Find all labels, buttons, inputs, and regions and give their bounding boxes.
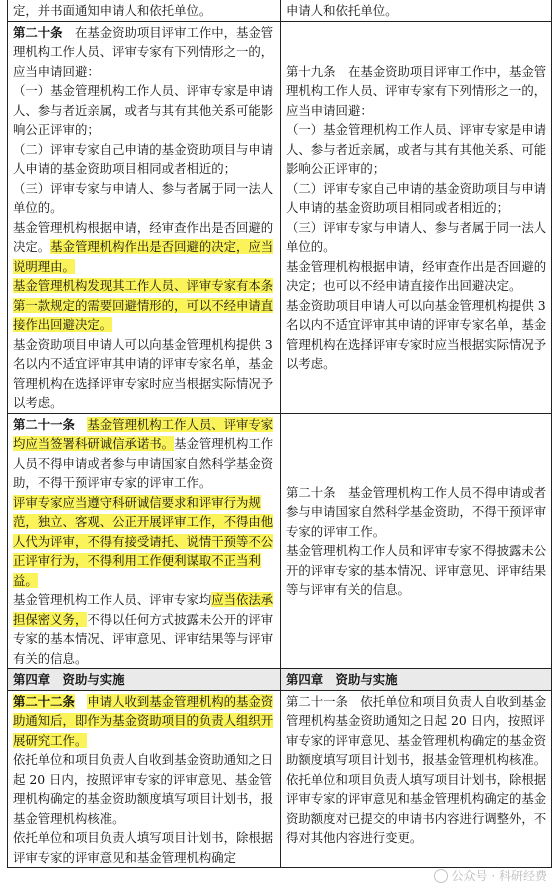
watermark-text: 公众号 · 科研经费 [451, 868, 547, 883]
paragraph [13, 493, 276, 591]
paragraph: （二）评审专家自己申请的基金资助项目与申请人申请的基金资助项目相同或者相近的； [13, 141, 274, 176]
paragraph: （二）评审专家自己申请的基金资助项目与申请人申请的基金资助项目相同或者相近的； [286, 180, 547, 215]
cell-right [281, 21, 552, 413]
paragraph: 第十九条 在基金资助项目评审工作中，基金管理机构工作人员、评审专家有下列情形之一的，应当申请回避： [286, 63, 547, 118]
paragraph: （一）基金管理机构工作人员、评审专家是申请人、参与者近亲属，或者与其有其他关系、可能影响公正评审的； [286, 122, 547, 176]
paragraph: （一）基金管理机构工作人员、评审专家是申请人、参与者近亲属，或者与其有其他关系可能影响公正评审的； [13, 83, 274, 137]
paragraph-text: 基金管理机构根据申请，经审查作出是否回避的决定。 [13, 219, 274, 254]
paragraph: 第二十一条 依托单位和项目负责人自收到基金管理机构基金资助通知之日起 20 日内，按照评审专家的评审意见、基金管理机构确定的基金资助额度填写项目计划书，报基金管理机构核准。 [286, 693, 547, 767]
highlighted-text: 评审专家应当遵守科研诚信要求和评审行为规范，独立、客观、公正开展评审工作，不得由他人代为评审，不得有接受请托、说情干预等不公正评审行为，不得利用工作便利谋取不正当利益。 [13, 494, 274, 588]
table-row [8, 0, 552, 21]
paragraph [13, 218, 276, 277]
paragraph-text: 在基金资助项目评审工作中，基金管理机构工作人员、评审专家有下列情形之一的，应当申请回避： [13, 24, 274, 79]
regulation-comparison-table [7, 0, 552, 868]
paragraph [13, 276, 276, 335]
cell-text: 定，并书面通知申请人和依托单位。 [13, 3, 212, 18]
paragraph-text: 基金管理机构工作人员不得申请或者参与申请国家自然科学基金资助，不得干预评审专家的评审工作。 [13, 436, 274, 490]
highlighted-text: 应当依法承担保密义务， [13, 592, 274, 627]
paragraph [13, 415, 276, 493]
paragraph: 基金资助项目申请人可以向基金管理机构提供 3 名以内不适宜评审其申请的评审专家名单，基金管理机构在选择评审专家时应当根据实际情况予以考虑。 [286, 297, 547, 371]
paragraph: 依托单位和项目负责人自收到基金资助通知之日起 20 日内，按照评审专家的评审意见、基金管理机构确定的基金资助额度填写项目计划书，报基金管理机构核准。 [13, 752, 274, 826]
table-row [8, 21, 552, 413]
cell-left [8, 690, 281, 868]
cell-right [281, 413, 552, 669]
paragraph [13, 590, 276, 668]
highlighted-text: 基金管理机构作出是否回避的决定，应当说明理由。 [13, 239, 274, 274]
cell-left [8, 21, 281, 413]
highlighted-text: 基金管理机构发现其工作人员、评审专家有本条第一款规定的需要回避情形的，可以不经申请直接作出回避决定。 [13, 278, 274, 332]
paragraph: （三）评审专家与申请人、参与者属于同一法人单位的。 [13, 180, 274, 215]
table-row [8, 413, 552, 669]
chapter-heading-right: 第四章 资助与实施 [281, 669, 552, 691]
article-number: 第二十二条 [13, 693, 75, 709]
cell-right [281, 0, 552, 21]
paragraph-text: 基金管理机构工作人员、评审专家均 [13, 592, 212, 607]
paragraph-text: 不得以任何方式披露未公开的评审专家的基本情况、评审意见、评审结果等与评审有关的信息。 [13, 611, 274, 666]
paragraph: （三）评审专家与申请人、参与者属于同一法人单位的。 [286, 219, 547, 254]
chapter-heading-row [8, 669, 552, 691]
cell-right [281, 690, 552, 868]
article-number: 第二十一条 [13, 416, 75, 432]
paragraph: 基金资助项目申请人可以向基金管理机构提供 3 名以内不适宜评审其申请的评审专家名单，基金管理机构在选择评审专家时应当根据实际情况予以考虑。 [13, 336, 274, 410]
highlighted-text: 申请人收到基金管理机构的基金资助通知后，即作为基金资助项目的负责人组织开展研究工作。 [13, 693, 274, 748]
table-row [8, 690, 552, 868]
paragraph: 依托单位和项目负责人填写项目计划书，除根据评审专家的评审意见和基金管理机构确定 [13, 830, 274, 865]
paragraph: 第二十条 基金管理机构工作人员不得申请或者参与申请国家自然科学基金资助，不得干预评审专家的评审工作。 [286, 484, 547, 539]
paragraph: 基金管理机构工作人员和评审专家不得披露未公开的评审专家的基本情况、评审意见、评审结果等与评审有关的信息。 [286, 543, 547, 598]
wechat-icon [434, 869, 448, 883]
cell-left [8, 0, 281, 21]
cell-text: 申请人和依托单位。 [286, 3, 398, 18]
paragraph: 基金管理机构根据申请，经审查作出是否回避的决定；也可以不经申请直接作出回避决定。 [286, 258, 547, 293]
paragraph [13, 692, 276, 751]
chapter-heading-left: 第四章 资助与实施 [8, 669, 281, 691]
paragraph: 依托单位和项目负责人填写项目计划书，除根据评审专家的评审意见和基金管理机构确定的基金资助额度对已提交的申请书内容进行调整外，不得对其他内容进行变更。 [286, 771, 547, 845]
paragraph [13, 23, 276, 82]
article-number: 第二十条 [13, 24, 63, 40]
cell-left [8, 413, 281, 669]
watermark [434, 867, 547, 887]
highlighted-text: 基金管理机构工作人员、评审专家均应当签署科研诚信承诺书。 [13, 416, 274, 451]
